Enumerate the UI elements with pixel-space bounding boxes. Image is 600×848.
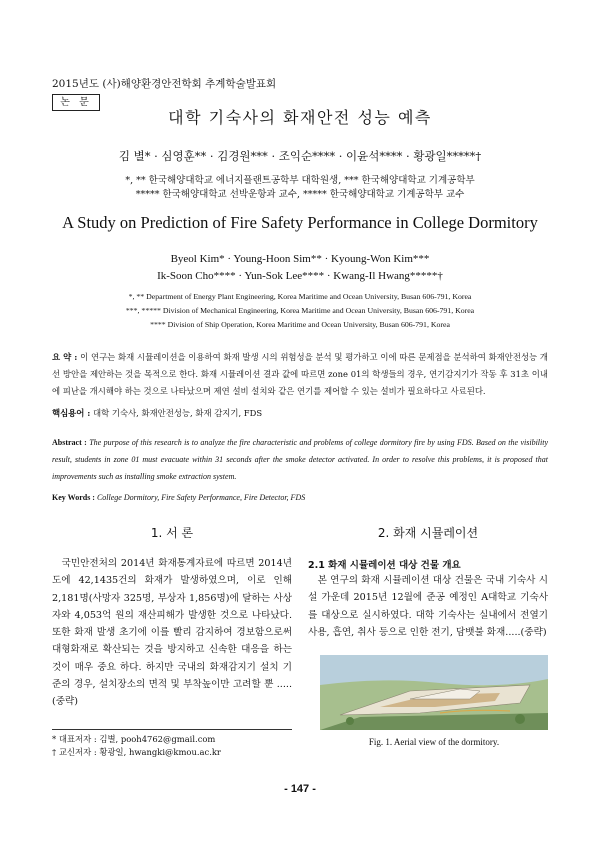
korean-keywords-label: 핵심용어 : xyxy=(52,408,91,418)
korean-affiliation-2: ***** 한국해양대학교 선박운항과 교수, ***** 한국해양대학교 기계공학부 교수 xyxy=(135,189,465,200)
english-keywords-text: College Dormitory, Fire Safety Performance, Fire Detector, FDS xyxy=(96,493,306,502)
korean-abstract-text: 이 연구는 화재 시뮬레이션을 이용하여 화재 발생 시의 위험성을 분석 및 평가하고 이에 따른 문제점을 분석하여 화재안전성능 개선 방안을 제안하는 것을 목적으로 한다. 화재 시뮬레이션 결과 값에 따르면 zone 01의 학생들의 경우, 연기감지기가 작동 후 31초 이내에 피난을 개시해야 하는 것으로 나타났으며 제연 설비 설치와 같은 연기를 제어할 수 있는 설비가 필요하다고 사료된다. xyxy=(52,352,548,396)
section-2-heading: 2. 화재 시뮬레이션 xyxy=(377,526,479,540)
section-2-1-heading: 2.1 화재 시뮬레이션 대상 건물 개요 xyxy=(308,560,461,571)
korean-abstract-label: 요 약 : xyxy=(52,352,78,362)
korean-keywords xyxy=(52,405,548,422)
english-keywords xyxy=(52,489,548,506)
english-affiliation-3: **** Division of Ship Operation, Korea Maritime and Ocean University, Busan 606-791, Korea xyxy=(150,320,450,329)
english-abstract-label: Abstract : xyxy=(52,438,87,447)
english-affiliation-1: *, ** Department of Energy Plant Engineering, Korea Maritime and Ocean University, Busan 606-791, Korea xyxy=(128,292,472,301)
korean-affiliation-1: *, ** 한국해양대학교 에너지플랜트공학부 대학원생, *** 한국해양대학교 기계공학부 xyxy=(125,175,475,186)
english-authors-1: Byeol Kim* · Young-Hoon Sim** · Kyoung-Won Kim*** xyxy=(170,253,430,265)
footnote-first-author: * 대표저자 : 김별, pooh4762@gmail.com xyxy=(52,734,216,744)
korean-authors: 김 별* · 심영훈** · 김경원*** · 조익순**** · 이윤석**** · 황광일*****† xyxy=(118,149,482,163)
page-number: - 147 - xyxy=(284,783,316,795)
korean-title: 대학 기숙사의 화재안전 성능 예측 xyxy=(168,108,432,127)
conference-name: 2015년도 (사)해양환경안전학회 추계학술발표회 xyxy=(52,78,277,90)
paper-type-tag: 논 문 xyxy=(52,94,100,111)
english-keywords-label: Key Words : xyxy=(52,493,95,502)
section-1-heading: 1. 서 론 xyxy=(150,526,194,540)
korean-keywords-text: 대학 기숙사, 화재안전성능, 화재 감지기, FDS xyxy=(93,408,263,418)
english-abstract xyxy=(52,434,548,485)
footnote-divider xyxy=(52,729,292,730)
figure-1-caption: Fig. 1. Aerial view of the dormitory. xyxy=(368,737,500,747)
dormitory-aerial-image xyxy=(320,655,548,730)
section-2-body: 본 연구의 화재 시뮬레이션 대상 건물은 국내 기숙사 시설 가운데 2015년 12월에 준공 예정인 A대학교 기숙사를 대상으로 실시하였다. 대학 기숙사는 실내에서 전열기 사용, 흡연, 취사 등으로 인한 전기, 담뱃불 화재.....(중략) xyxy=(308,575,548,638)
english-abstract-text: The purpose of this research is to analyze the fire characteristic and problems of college dormitory fire by using FDS. Based on the visibility result, students in zone 01 must evacuate within 31 seconds after the smoke detector activated. In order to resolve this problems, it is proposed that improvements such as installing smoke extraction system. xyxy=(52,438,549,481)
english-affiliation-2: ***, ***** Division of Mechanical Engineering, Korea Maritime and Ocean University, Busan 606-791, Korea xyxy=(125,306,475,315)
section-1-body: 국민안전처의 2014년 화재통계자료에 따르면 2014년도에 42,1435건의 화재가 발생하였으며, 이로 인해 2,181명(사망자 325명, 부상자 1,856명)에 달하는 사상자와 4,053억 원의 재산피해가 발생한 것으로 나타났다. 또한 화재 발생 초기에 이를 빨리 감지하여 경보함으로써 대형화재로 확산되는 것을 방지하고 신속한 대응을 하는 것이 매우 중요 하다. 하지만 국내의 화재감지기 설치 기준의 경우, 설치장소의 면적 및 부착높이만 고려할 뿐 .....(중략) xyxy=(52,558,292,708)
footnote-corresponding-author: † 교신저자 : 황광일, hwangki@kmou.ac.kr xyxy=(52,747,221,757)
english-title: A Study on Prediction of Fire Safety Performance in College Dormitory xyxy=(62,213,538,232)
korean-abstract xyxy=(52,349,548,400)
english-authors-2: Ik-Soon Cho**** · Yun-Sok Lee**** · Kwang-Il Hwang*****† xyxy=(157,270,443,282)
